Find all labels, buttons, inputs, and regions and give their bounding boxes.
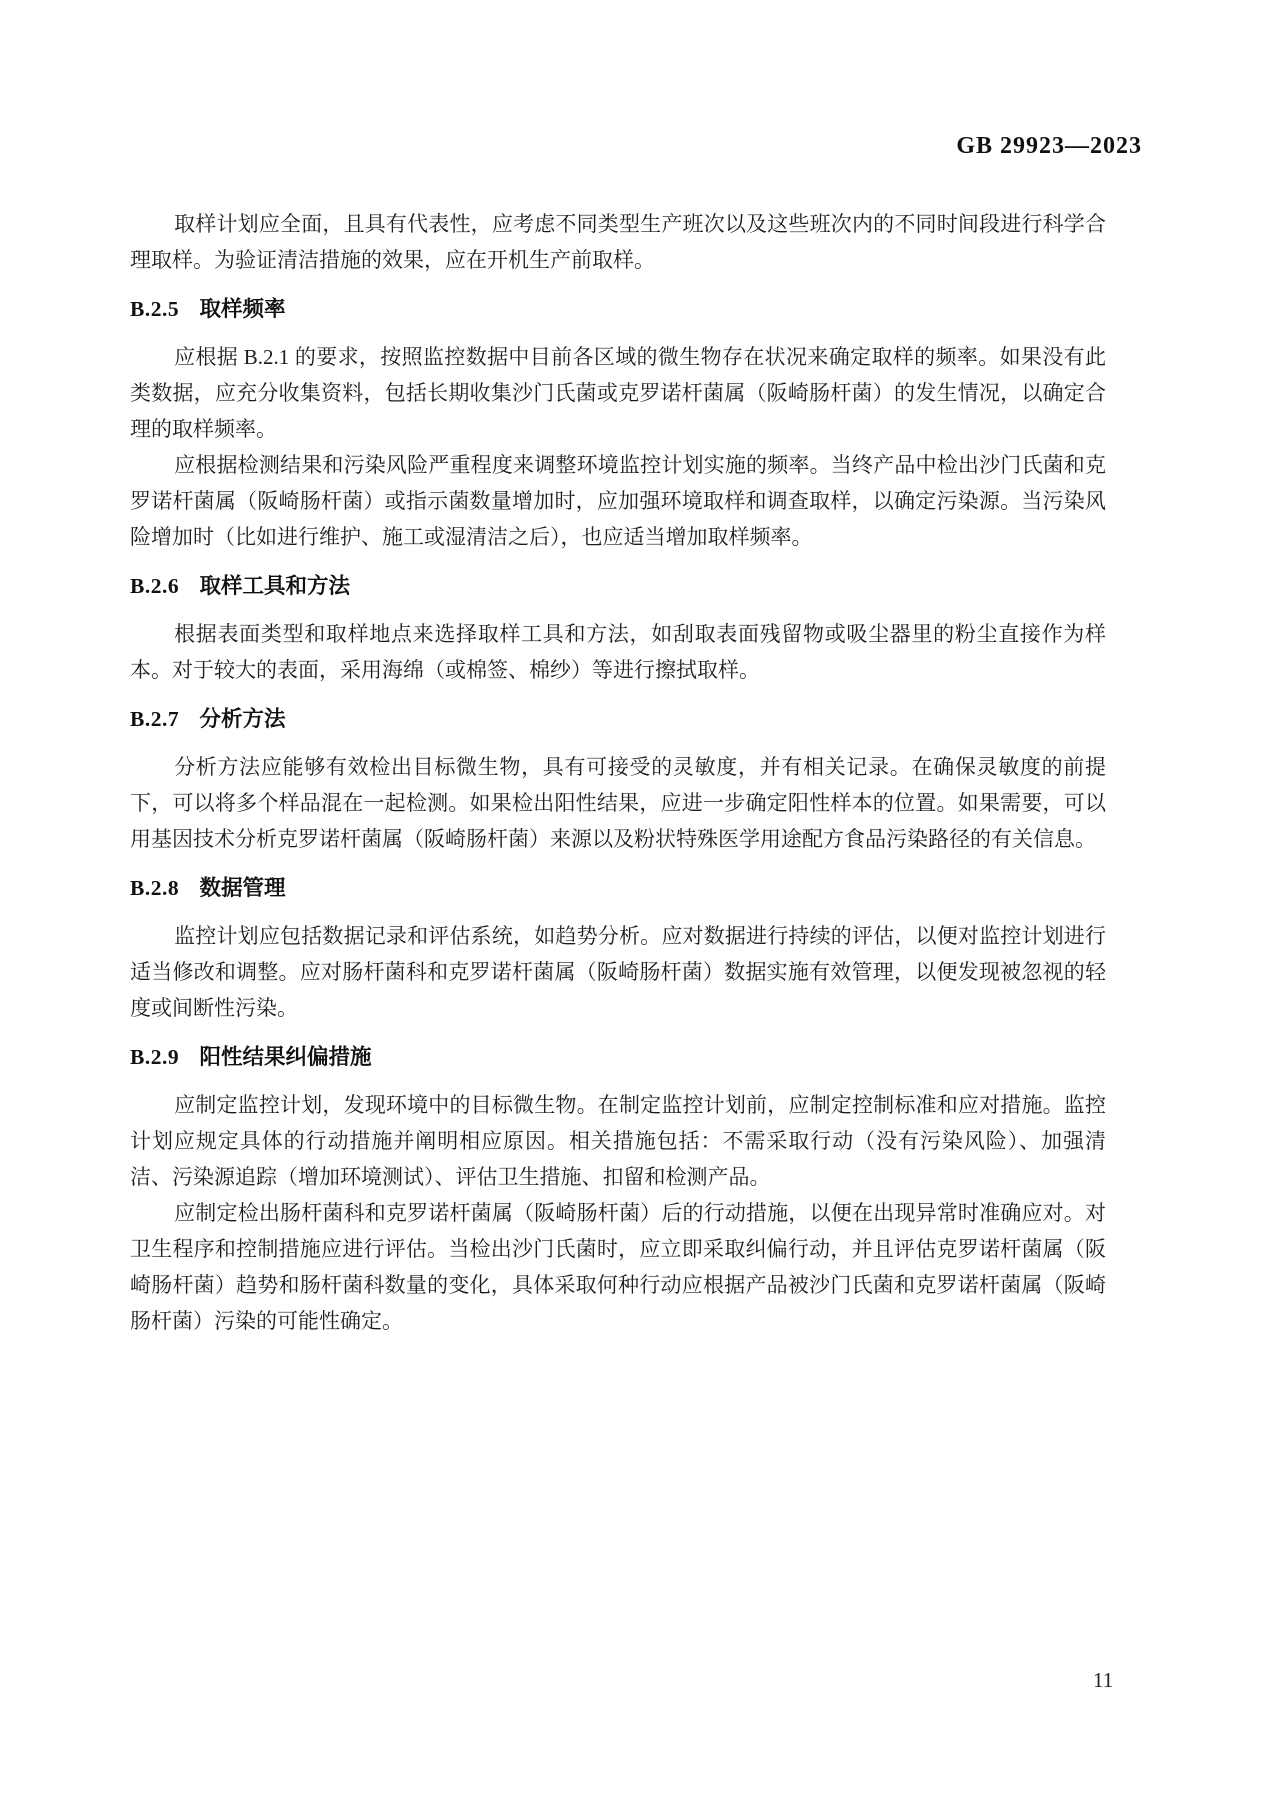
section-heading-b27 [130,700,1106,738]
body-paragraph: 应根据检测结果和污染风险严重程度来调整环境监控计划实施的频率。当终产品中检出沙门氏菌和克罗诺杆菌属（阪崎肠杆菌）或指示菌数量增加时，应加强环境取样和调查取样，以确定污染源。当污染风险增加时（比如进行维护、施工或湿清洁之后），也应适当增加取样频率。 [130,453,1106,549]
section-heading-b26 [130,567,1106,605]
body-paragraph: 根据表面类型和取样地点来选择取样工具和方法，如刮取表面残留物或吸尘器里的粉尘直接作为样本。对于较大的表面，采用海绵（或棉签、棉纱）等进行擦拭取样。 [130,622,1106,682]
body-paragraph: 应根据 B.2.1 的要求，按照监控数据中目前各区域的微生物存在状况来确定取样的频率。如果没有此类数据，应充分收集资料，包括长期收集沙门氏菌或克罗诺杆菌属（阪崎肠杆菌）的发生情况，以确定合理的取样频率。 [130,345,1106,441]
section-heading-b29 [130,1038,1106,1076]
body-paragraph: 应制定监控计划，发现环境中的目标微生物。在制定监控计划前，应制定控制标准和应对措施。监控计划应规定具体的行动措施并阐明相应原因。相关措施包括：不需采取行动（没有污染风险）、加强清洁、污染源追踪（增加环境测试）、评估卫生措施、扣留和检测产品。 [130,1093,1106,1189]
section-title: 分析方法 [199,707,286,731]
section-number: B.2.8 [130,876,180,900]
standard-number: GB 29923—2023 [956,133,1142,159]
section-title: 数据管理 [199,876,286,900]
section-title: 取样频率 [199,297,286,321]
body-paragraph: 取样计划应全面，且具有代表性，应考虑不同类型生产班次以及这些班次内的不同时间段进行科学合理取样。为验证清洁措施的效果，应在开机生产前取样。 [130,212,1106,272]
section-number: B.2.5 [130,297,180,321]
section-number: B.2.6 [130,574,180,598]
body-paragraph: 分析方法应能够有效检出目标微生物，具有可接受的灵敏度，并有相关记录。在确保灵敏度的前提下，可以将多个样品混在一起检测。如果检出阳性结果，应进一步确定阳性样本的位置。如果需要，可以用基因技术分析克罗诺杆菌属（阪崎肠杆菌）来源以及粉状特殊医学用途配方食品污染路径的有关信息。 [130,755,1106,851]
section-number: B.2.9 [130,1045,180,1069]
section-title: 阳性结果纠偏措施 [199,1045,372,1069]
section-heading-b25 [130,290,1106,328]
section-title: 取样工具和方法 [199,574,351,598]
document-body [130,0,1106,1339]
section-number: B.2.7 [130,707,180,731]
body-paragraph: 应制定检出肠杆菌科和克罗诺杆菌属（阪崎肠杆菌）后的行动措施，以便在出现异常时准确应对。对卫生程序和控制措施应进行评估。当检出沙门氏菌时，应立即采取纠偏行动，并且评估克罗诺杆菌属（阪崎肠杆菌）趋势和肠杆菌科数量的变化，具体采取何种行动应根据产品被沙门氏菌和克罗诺杆菌属（阪崎肠杆菌）污染的可能性确定。 [130,1201,1106,1333]
body-paragraph: 监控计划应包括数据记录和评估系统，如趋势分析。应对数据进行持续的评估，以便对监控计划进行适当修改和调整。应对肠杆菌科和克罗诺杆菌属（阪崎肠杆菌）数据实施有效管理，以便发现被忽视的轻度或间断性污染。 [130,924,1106,1020]
page-number: 11 [1093,1668,1114,1692]
section-heading-b28 [130,869,1106,907]
